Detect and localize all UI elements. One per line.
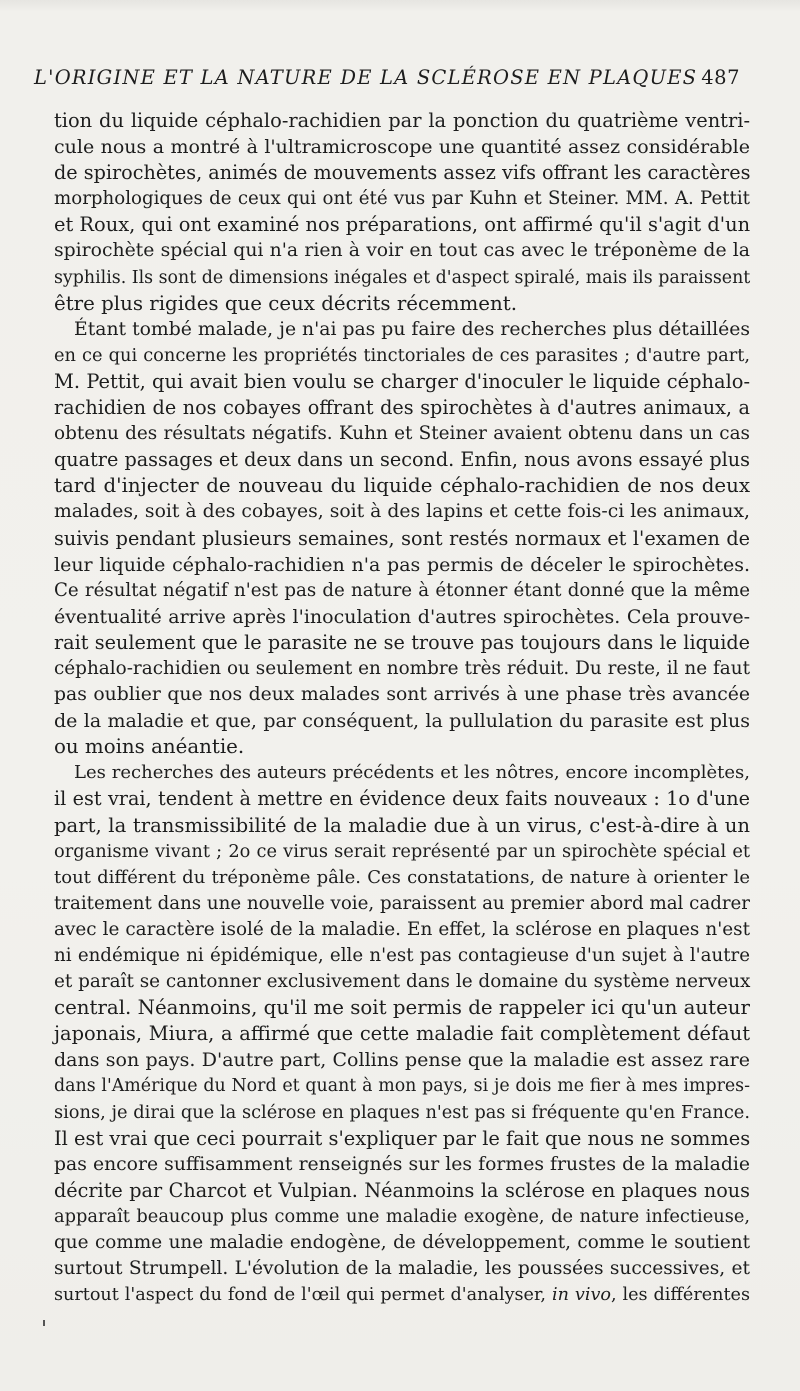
text-line: Étant tombé malade, je n'ai pas pu faire des recherches plus détaillées bbox=[74, 318, 750, 340]
text-line: central. Néanmoins, qu'il me soit permis de rappeler ici qu'un auteur bbox=[54, 996, 750, 1020]
text-line: spirochète spécial qui n'a rien à voir en tout cas avec le tréponème de la bbox=[54, 240, 750, 262]
text-line: apparaît beaucoup plus comme une maladie exogène, de nature infectieuse, bbox=[54, 1205, 750, 1227]
text-line: il est vrai, tendent à mettre en évidence deux faits nouveaux : 1o d'une bbox=[54, 787, 750, 811]
text-line: éventualité arrive après l'inoculation d'autres spirochètes. Cela prouve- bbox=[54, 605, 750, 628]
text-line: rait seulement que le parasite ne se trouve pas toujours dans le liquide bbox=[54, 630, 750, 654]
text-line: tard d'injecter de nouveau du liquide céphalo-rachidien de nos deux bbox=[54, 474, 750, 498]
text-line: Il est vrai que ceci pourrait s'expliquer par le fait que nous ne sommes bbox=[54, 1126, 751, 1150]
text-line: tout différent du tréponème pâle. Ces constatations, de nature à orienter le bbox=[54, 866, 750, 888]
text-line: et paraît se cantonner exclusivement dans le domaine du système nerveux bbox=[54, 971, 751, 993]
text-line: tion du liquide céphalo-rachidien par la ponction du quatrième ventri- bbox=[54, 109, 750, 132]
text-line: syphilis. Ils sont de dimensions inégales et d'aspect spiralé, mais ils paraissent bbox=[54, 267, 751, 288]
body-text bbox=[54, 108, 750, 1308]
print-speck bbox=[43, 1320, 45, 1326]
text-line: ou moins anéantie. bbox=[54, 735, 245, 759]
text-line: en ce qui concerne les propriétés tinctoriales de ces parasites ; d'autre part, bbox=[54, 344, 750, 366]
text-line: dans l'Amérique du Nord et quant à mon pays, si je dois me fier à mes impres- bbox=[54, 1076, 750, 1097]
text-line: obtenu des résultats négatifs. Kuhn et Steiner avaient obtenu dans un cas bbox=[54, 423, 750, 445]
page-number: 487 bbox=[701, 66, 740, 89]
text-line: traitement dans une nouvelle voie, paraissent au premier abord mal cadrer bbox=[54, 892, 750, 914]
text-line: ni endémique ni épidémique, elle n'est pas contagieuse d'un sujet à l'autre bbox=[54, 945, 750, 966]
running-header bbox=[34, 66, 740, 92]
text-line: surtout Strumpell. L'évolution de la maladie, les poussées successives, et bbox=[54, 1258, 750, 1280]
text-line: pas oublier que nos deux malades sont arrivés à une phase très avancée bbox=[54, 684, 750, 706]
paragraph bbox=[54, 108, 750, 317]
text-line: dans son pays. D'autre part, Collins pense que la maladie est assez rare bbox=[54, 1049, 750, 1072]
text-line: part, la transmissibilité de la maladie due à un virus, c'est-à-dire à un bbox=[54, 813, 750, 837]
text-line: leur liquide céphalo-rachidien n'a pas permis de déceler le spirochètes. bbox=[54, 553, 750, 576]
text-line: Ce résultat négatif n'est pas de nature à étonner étant donné que la même bbox=[54, 579, 750, 601]
text-line: organisme vivant ; 2o ce virus serait représenté par un spirochète spécial et bbox=[54, 840, 750, 862]
text-line: malades, soit à des cobayes, soit à des lapins et cette fois-ci les animaux, bbox=[54, 501, 750, 523]
text-line: que comme une maladie endogène, de développement, comme le soutient bbox=[54, 1232, 750, 1254]
text-line: morphologiques de ceux qui ont été vus par Kuhn et Steiner. MM. A. Pettit bbox=[54, 188, 750, 210]
text-line: cule nous a montré à l'ultramicroscope une quantité assez considérable bbox=[54, 136, 750, 159]
text-line: sions, je dirai que la sclérose en plaques n'est pas si fréquente qu'en France. bbox=[54, 1101, 750, 1123]
text-line: quatre passages et deux dans un second. Enfin, nous avons essayé plus bbox=[54, 448, 750, 472]
text-line: de la maladie et que, par conséquent, la pullulation du parasite est plus bbox=[54, 710, 750, 733]
text-line: pas encore suffisamment renseignés sur les formes frustes de la maladie bbox=[54, 1153, 750, 1175]
text-line: rachidien de nos cobayes offrant des spirochètes à d'autres animaux, a bbox=[54, 396, 750, 420]
text-line: japonais, Miura, a affirmé que cette maladie fait complètement défaut bbox=[54, 1022, 750, 1046]
text-line: céphalo-rachidien ou seulement en nombre très réduit. Du reste, il ne faut bbox=[54, 657, 750, 679]
running-title: L'ORIGINE ET LA NATURE DE LA SCLÉROSE EN PLAQUES bbox=[34, 66, 698, 89]
text-line: et Roux, qui ont examiné nos préparations, ont affirmé qu'il s'agit d'un bbox=[54, 213, 751, 237]
text-line: avec le caractère isolé de la maladie. En effet, la sclérose en plaques n'est bbox=[54, 918, 750, 940]
paragraph bbox=[54, 317, 750, 761]
text-line: décrite par Charcot et Vulpian. Néanmoins la sclérose en plaques nous bbox=[54, 1178, 750, 1202]
text-line: surtout l'aspect du fond de l'œil qui permet d'analyser, in vivo, les différentes bbox=[54, 1285, 751, 1306]
text-line: être plus rigides que ceux décrits récemment. bbox=[54, 291, 517, 315]
text-line: de spirochètes, animés de mouvements assez vifs offrant les caractères bbox=[54, 161, 751, 185]
paragraph bbox=[54, 760, 750, 1308]
text-line: M. Pettit, qui avait bien voulu se charger d'inoculer le liquide céphalo- bbox=[54, 369, 750, 393]
text-line: Les recherches des auteurs précédents et les nôtres, encore incomplètes, bbox=[74, 762, 750, 784]
text-line: suivis pendant plusieurs semaines, sont restés normaux et l'examen de bbox=[54, 526, 750, 550]
